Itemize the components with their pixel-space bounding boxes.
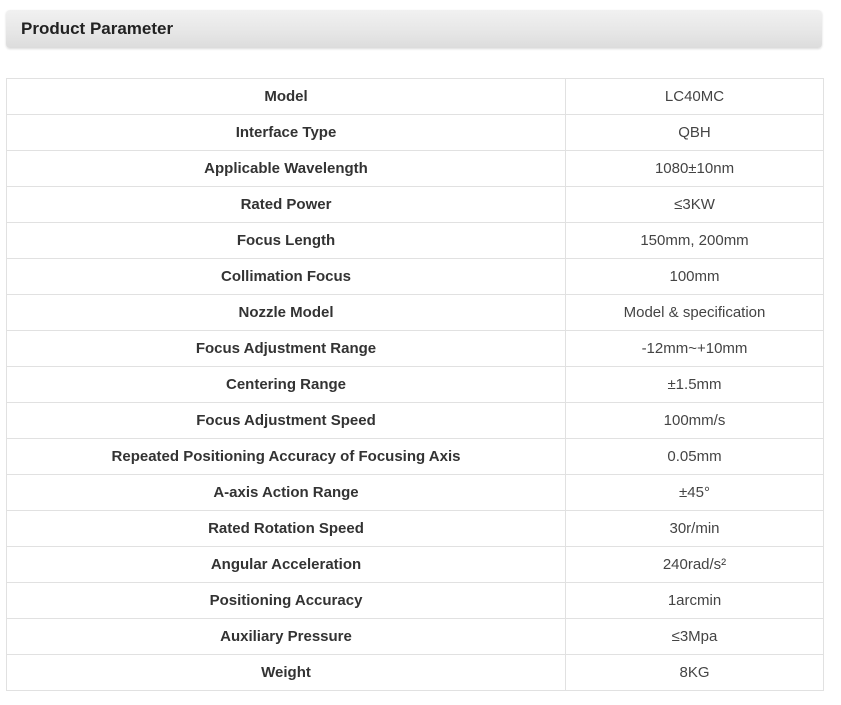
table-row xyxy=(7,511,824,547)
parameter-value: ≤3Mpa xyxy=(566,619,824,655)
parameter-value: QBH xyxy=(566,115,824,151)
parameter-value: 0.05mm xyxy=(566,439,824,475)
parameter-name: Weight xyxy=(7,655,566,691)
parameter-name: Nozzle Model xyxy=(7,295,566,331)
table-row xyxy=(7,367,824,403)
parameter-name: Interface Type xyxy=(7,115,566,151)
section-title: Product Parameter xyxy=(21,19,174,38)
parameter-name: Positioning Accuracy xyxy=(7,583,566,619)
parameter-name: Rated Rotation Speed xyxy=(7,511,566,547)
parameter-value: 150mm, 200mm xyxy=(566,223,824,259)
parameter-value: -12mm~+10mm xyxy=(566,331,824,367)
parameter-value: LC40MC xyxy=(566,79,824,115)
table-row xyxy=(7,403,824,439)
parameter-name: Angular Acceleration xyxy=(7,547,566,583)
table-row xyxy=(7,151,824,187)
parameter-name: Repeated Positioning Accuracy of Focusing Axis xyxy=(7,439,566,475)
section-header xyxy=(6,10,822,48)
parameter-name: A-axis Action Range xyxy=(7,475,566,511)
parameter-value: Model & specification xyxy=(566,295,824,331)
parameter-table xyxy=(6,78,824,691)
table-row xyxy=(7,619,824,655)
table-row xyxy=(7,583,824,619)
parameter-value: 240rad/s² xyxy=(566,547,824,583)
parameter-value: 30r/min xyxy=(566,511,824,547)
parameter-name: Centering Range xyxy=(7,367,566,403)
parameter-name: Model xyxy=(7,79,566,115)
table-row xyxy=(7,115,824,151)
parameter-value: ≤3KW xyxy=(566,187,824,223)
table-row xyxy=(7,295,824,331)
parameter-value: 100mm/s xyxy=(566,403,824,439)
parameter-value: 1arcmin xyxy=(566,583,824,619)
table-row xyxy=(7,655,824,691)
parameter-value: 100mm xyxy=(566,259,824,295)
parameter-value: 1080±10nm xyxy=(566,151,824,187)
parameter-name: Auxiliary Pressure xyxy=(7,619,566,655)
parameter-value: ±1.5mm xyxy=(566,367,824,403)
table-row xyxy=(7,79,824,115)
parameter-name: Focus Length xyxy=(7,223,566,259)
table-row xyxy=(7,187,824,223)
parameter-name: Focus Adjustment Range xyxy=(7,331,566,367)
table-row xyxy=(7,331,824,367)
parameter-name: Rated Power xyxy=(7,187,566,223)
parameter-value: 8KG xyxy=(566,655,824,691)
table-row xyxy=(7,223,824,259)
table-row xyxy=(7,439,824,475)
parameter-name: Applicable Wavelength xyxy=(7,151,566,187)
table-row xyxy=(7,259,824,295)
table-row xyxy=(7,475,824,511)
parameter-name: Collimation Focus xyxy=(7,259,566,295)
parameter-value: ±45° xyxy=(566,475,824,511)
parameter-name: Focus Adjustment Speed xyxy=(7,403,566,439)
table-row xyxy=(7,547,824,583)
